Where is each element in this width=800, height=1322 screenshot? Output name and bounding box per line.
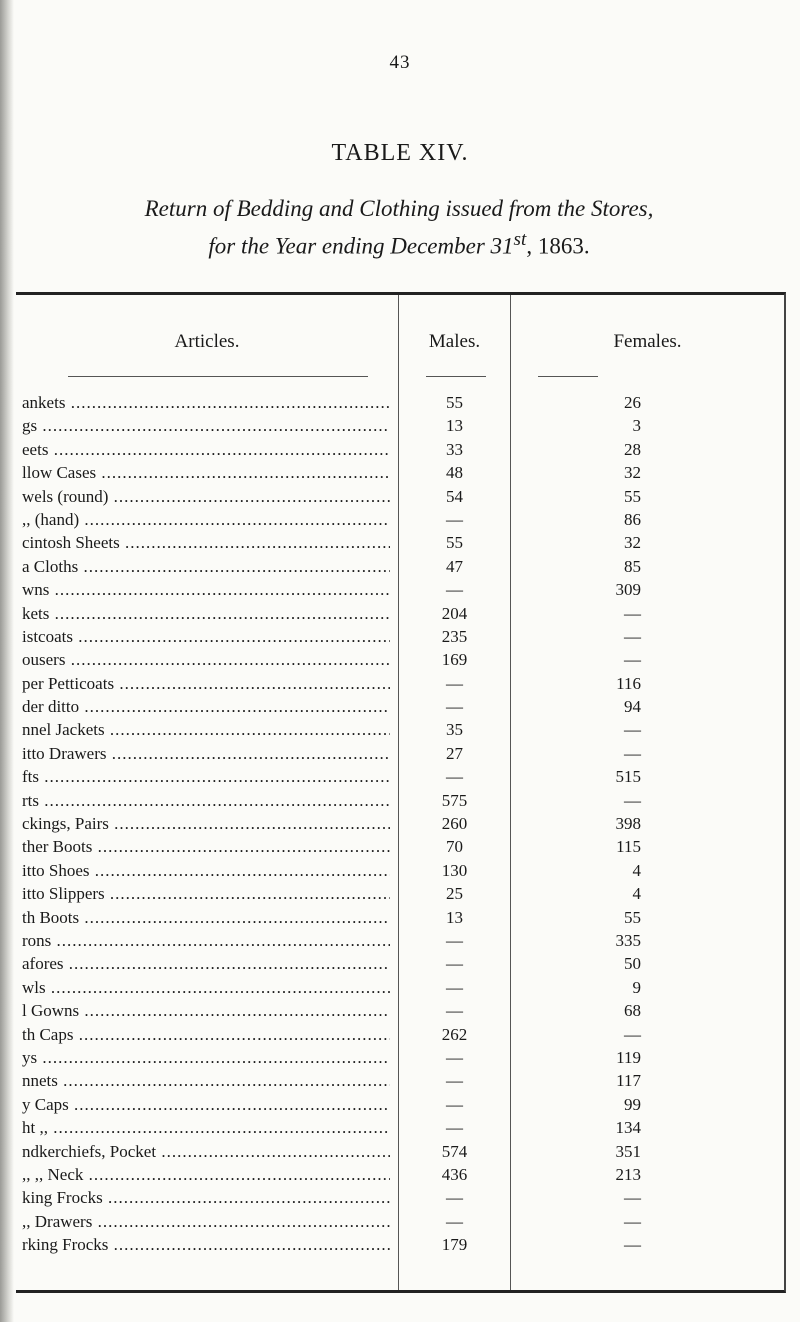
table-caption-line-1 [14, 196, 784, 222]
article-name: llow Cases ..... [22, 463, 390, 483]
header-underline [68, 376, 368, 377]
females-count: 68 [624, 1001, 641, 1021]
caption-text: Return of Bedding and Clothing issued from the Stores, [144, 196, 654, 221]
females-count: 351 [615, 1141, 641, 1161]
table-caption-line-2 [14, 229, 784, 260]
article-name: ,, Drawers ..... [22, 1212, 390, 1232]
article-name: y Caps ..... [22, 1095, 390, 1115]
females-count: 94 [624, 697, 641, 717]
table-row [16, 1048, 784, 1071]
males-count: 260 [441, 814, 468, 834]
males-count: — [446, 673, 463, 693]
table-row [16, 463, 784, 486]
females-count: — [624, 650, 641, 670]
females-count: — [624, 626, 641, 646]
females-count: 309 [615, 580, 641, 600]
females-count: 32 [624, 463, 641, 483]
males-count: 47 [446, 556, 463, 576]
males-count: 204 [441, 603, 468, 623]
females-count: 50 [624, 954, 641, 974]
males-count: 130 [441, 860, 468, 880]
table-row [16, 884, 784, 907]
article-name: ther Boots ..... [22, 837, 390, 857]
males-count: — [446, 1188, 463, 1208]
table-row [16, 908, 784, 931]
males-count: 33 [446, 439, 463, 459]
males-count: — [446, 930, 463, 950]
table-row [16, 1095, 784, 1118]
table-row [16, 1235, 784, 1258]
males-count: 436 [441, 1164, 468, 1184]
table-row [16, 814, 784, 837]
females-count: — [624, 1188, 641, 1208]
females-count: 4 [632, 860, 641, 880]
article-name: afores ..... [22, 954, 390, 974]
article-name: th Boots ..... [22, 908, 390, 928]
males-count: — [446, 1211, 463, 1231]
article-name: gs ..... [22, 416, 390, 436]
table-row [16, 650, 784, 673]
article-name: wls ..... [22, 978, 390, 998]
article-name: itto Slippers ..... [22, 884, 390, 904]
males-count: 55 [446, 533, 463, 553]
females-count: 115 [616, 837, 641, 857]
table-row [16, 487, 784, 510]
males-count: — [446, 1071, 463, 1091]
article-name: ndkerchiefs, Pocket ..... [22, 1142, 390, 1162]
females-count: — [624, 743, 641, 763]
males-count: 262 [441, 1024, 468, 1044]
table-row [16, 954, 784, 977]
article-name: istcoats ..... [22, 627, 390, 647]
table-row [16, 1025, 784, 1048]
table-row [16, 720, 784, 743]
table-row [16, 1142, 784, 1165]
females-count: 335 [615, 930, 641, 950]
article-name: king Frocks ..... [22, 1188, 390, 1208]
article-name: cintosh Sheets ..... [22, 533, 390, 553]
females-count: 55 [624, 907, 641, 927]
header-articles: Articles. [174, 331, 240, 352]
males-count: 13 [446, 907, 463, 927]
table-row [16, 393, 784, 416]
data-table [16, 292, 786, 1293]
females-count: 28 [624, 439, 641, 459]
article-name: kets ..... [22, 604, 390, 624]
table-row [16, 1188, 784, 1211]
page-number: 43 [389, 52, 411, 73]
females-count: 398 [615, 814, 641, 834]
article-name: per Petticoats ..... [22, 674, 390, 694]
males-count: — [446, 1001, 463, 1021]
article-name: ys ..... [22, 1048, 390, 1068]
article-name: a Cloths ..... [22, 557, 390, 577]
header-underline [426, 376, 486, 377]
males-count: — [446, 1118, 463, 1138]
article-name: ckings, Pairs ..... [22, 814, 390, 834]
article-name: nnets ..... [22, 1071, 390, 1091]
males-count: — [446, 580, 463, 600]
males-count: 574 [441, 1141, 468, 1161]
table-row [16, 744, 784, 767]
header-males: Males. [428, 331, 481, 352]
females-count: 86 [624, 509, 641, 529]
males-count: 70 [446, 837, 463, 857]
article-name: th Caps ..... [22, 1025, 390, 1045]
females-count: 9 [632, 977, 641, 997]
females-count: 119 [616, 1047, 641, 1067]
males-count: — [446, 1047, 463, 1067]
article-name: itto Shoes ..... [22, 861, 390, 881]
table-row [16, 767, 784, 790]
table-row [16, 557, 784, 580]
females-count: 117 [616, 1071, 641, 1091]
males-count: — [446, 977, 463, 997]
article-name: wns ..... [22, 580, 390, 600]
females-count: — [624, 1211, 641, 1231]
caption-text: for the Year ending December 31 [208, 233, 514, 259]
males-count: 35 [446, 720, 463, 740]
article-name: ,, (hand) ..... [22, 510, 390, 530]
article-name: fts ..... [22, 767, 390, 787]
table-body [16, 393, 784, 1258]
females-count: 99 [624, 1094, 641, 1114]
females-count: 55 [624, 486, 641, 506]
males-count: — [446, 954, 463, 974]
table-row [16, 978, 784, 1001]
article-name: wels (round) ..... [22, 487, 390, 507]
females-count: 26 [624, 393, 641, 412]
females-count: 85 [624, 556, 641, 576]
males-count: 25 [446, 884, 463, 904]
males-count: 48 [446, 463, 463, 483]
females-count: 4 [632, 884, 641, 904]
males-count: 27 [446, 743, 463, 763]
article-name: ousers ..... [22, 650, 390, 670]
table-row [16, 791, 784, 814]
males-count: 235 [441, 626, 468, 646]
article-name: rons ..... [22, 931, 390, 951]
males-count: — [446, 697, 463, 717]
article-name: rts ..... [22, 791, 390, 811]
males-count: — [446, 509, 463, 529]
table-row [16, 1071, 784, 1094]
table-row [16, 510, 784, 533]
article-name: eets ..... [22, 440, 390, 460]
females-count: 213 [615, 1164, 641, 1184]
females-count: — [624, 603, 641, 623]
table-row [16, 674, 784, 697]
males-count: 54 [446, 486, 463, 506]
females-count: — [624, 790, 641, 810]
table-row [16, 580, 784, 603]
males-count: 179 [441, 1235, 468, 1255]
males-count: 575 [441, 790, 468, 810]
article-name: rking Frocks ..... [22, 1235, 390, 1255]
females-count: 3 [632, 416, 641, 436]
article-name: ankets ..... [22, 393, 390, 413]
header-females: Females. [613, 331, 682, 352]
table-row [16, 861, 784, 884]
article-name: der ditto ..... [22, 697, 390, 717]
females-count: — [624, 1235, 641, 1255]
table-row [16, 931, 784, 954]
females-count: — [624, 720, 641, 740]
females-count: 116 [616, 673, 641, 693]
page-edge-shadow [0, 0, 14, 1322]
caption-year: , 1863. [526, 233, 590, 259]
article-name: ,, ,, Neck ..... [22, 1165, 390, 1185]
table-row [16, 1001, 784, 1024]
table-row [16, 697, 784, 720]
article-name: l Gowns ..... [22, 1001, 390, 1021]
table-row [16, 1212, 784, 1235]
table-row [16, 416, 784, 439]
table-row [16, 837, 784, 860]
table-row [16, 604, 784, 627]
article-name: itto Drawers ..... [22, 744, 390, 764]
caption-ordinal: st [513, 229, 527, 250]
females-count: — [624, 1024, 641, 1044]
article-name: nnel Jackets ..... [22, 720, 390, 740]
table-heading: TABLE XIV. [331, 140, 469, 166]
females-count: 32 [624, 533, 641, 553]
table-row [16, 1165, 784, 1188]
table-row [16, 1118, 784, 1141]
table-row [16, 627, 784, 650]
males-count: — [446, 767, 463, 787]
males-count: 55 [446, 393, 463, 412]
males-count: — [446, 1094, 463, 1114]
article-name: ht ,, ..... [22, 1118, 390, 1138]
table-row [16, 440, 784, 463]
table-row [16, 533, 784, 556]
females-count: 134 [615, 1118, 641, 1138]
males-count: 13 [446, 416, 463, 436]
males-count: 169 [441, 650, 468, 670]
females-count: 515 [615, 767, 641, 787]
header-underline [538, 376, 598, 377]
